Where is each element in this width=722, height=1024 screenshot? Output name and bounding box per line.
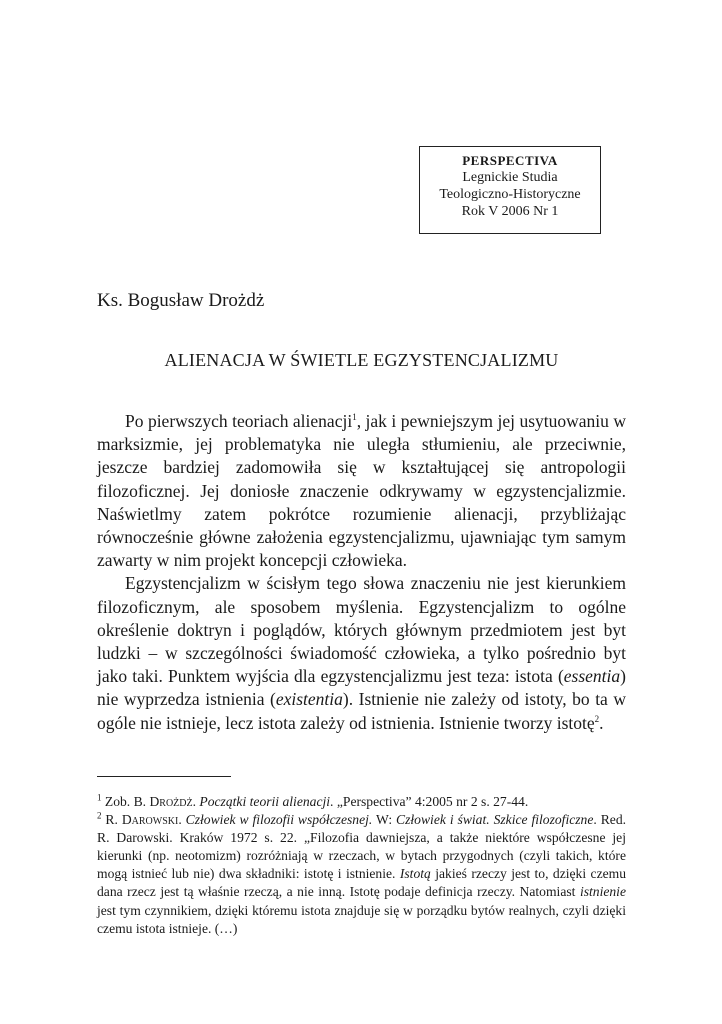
footnote-1-work-title: Początki teorii alienacji [199,794,331,809]
footnotes [97,793,626,938]
article-title: ALIENACJA W ŚWIETLE EGZYSTENCJALIZMU [164,350,559,370]
footnote-2-term-istnienie: istnienie [579,884,626,900]
footnote-1-text-c: . „Perspectiva” 4:2005 nr 2 s. 27-44. [330,794,529,809]
paragraph-2-text-d: . [599,712,604,733]
footnote-separator [97,776,231,777]
paragraph-2 [97,572,626,734]
paragraph-1-text-a: Po pierwszych teoriach alienacji [125,411,353,431]
article-body [97,410,626,735]
paragraph-1 [97,410,626,572]
footnote-2-term-istota: Istotą [399,866,431,882]
term-existentia: existentia [275,689,343,710]
journal-info-box [419,146,601,234]
footnote-1-text-a: Zob. B. [101,794,150,809]
footnote-ref-2: 2 [594,713,600,724]
journal-subtitle-line-2: Teologiczno-Historyczne [439,187,581,202]
footnote-1-text-b: . [192,794,200,809]
footnote-1-number: 1 [97,792,102,803]
paragraph-2-text-b: ) nie wyprzedza istnienia ( [97,666,626,710]
footnote-2-volume-title: Człowiek i świat. Szkice filozoficzne [396,812,594,828]
article-author: Ks. Bogusław Drożdż [97,290,265,311]
footnote-2-author: Darowski [121,812,179,828]
journal-name: PERSPECTIVA [462,153,558,168]
footnote-2-text-a: R. [101,812,122,828]
footnote-2 [97,811,626,938]
footnote-2-number: 2 [97,810,102,821]
footnote-2-work-title: Człowiek w filozofii współczesnej. [185,812,373,828]
footnote-2-text-f: jest tym czynnikiem, dzięki któremu istota znajduje się w porządku bytów realnych, czyli dzięki czemu istota istnieje. (…) [97,902,626,936]
footnote-2-text-c: W: [372,812,397,828]
paragraph-2-text-c: ). Istnienie nie zależy od istoty, bo ta w ogóle nie istnieje, lecz istota zależy od istnienia. Istnienie tworzy istotę [97,689,626,733]
footnote-2-text-d: . Red. R. Darowski. Kraków 1972 s. 22. „Filozofia dawniejsza, a także niektóre współczesne jej kierunki (np. neotomizm) rozróżniają w rzeczach, w bytach przygodnych (czyli takich, które mogą istnieć lub nie) dwa składniki: istotę i istnienie. [97,812,627,882]
term-essentia: essentia [563,666,621,687]
footnote-1-author: Drożdż [149,794,193,809]
footnote-1 [97,793,626,811]
paragraph-2-text-a: Egzystencjalizm w ścisłym tego słowa znaczeniu nie jest kierunkiem filozoficznym, ale sposobem myślenia. Egzystencjalizm to ogólne określenie doktryn i poglądów, których głównym przedmiotem jest byt ludzki – w szczególności świadomość człowieka, a tylko pośrednio byt jako taki. Punktem wyjścia dla egzystencjalizmu jest teza: istota ( [97,573,626,687]
footnote-2-text-b: . [178,812,186,828]
footnote-ref-1: 1 [352,412,357,423]
footnote-2-text-e: jakieś rzeczy jest to, dzięki czemu dana rzecz jest tą właśnie rzeczą, a nie inną. Istotę podaje definicja rzeczy. Natomiast [97,866,627,900]
journal-subtitle-line-1: Legnickie Studia [462,170,558,185]
paragraph-1-text-b: , jak i pewniejszym jej usytuowaniu w marksizmie, jej problematyka nie uległa stłumieniu, ale przeciwnie, jeszcze bardziej zadomowiła się w kształtującej się antropologii filozoficznej. Jej doniosłe znaczenie odkrywamy w egzystencjalizmie. Naświetlmy zatem pokrótce rozumienie alienacji, przybliżając równocześnie główne założenia egzystencjalizmu, ujawniając tym samym zawarty w nim projekt koncepcji człowieka. [97,411,626,571]
journal-issue: Rok V 2006 Nr 1 [461,204,559,219]
